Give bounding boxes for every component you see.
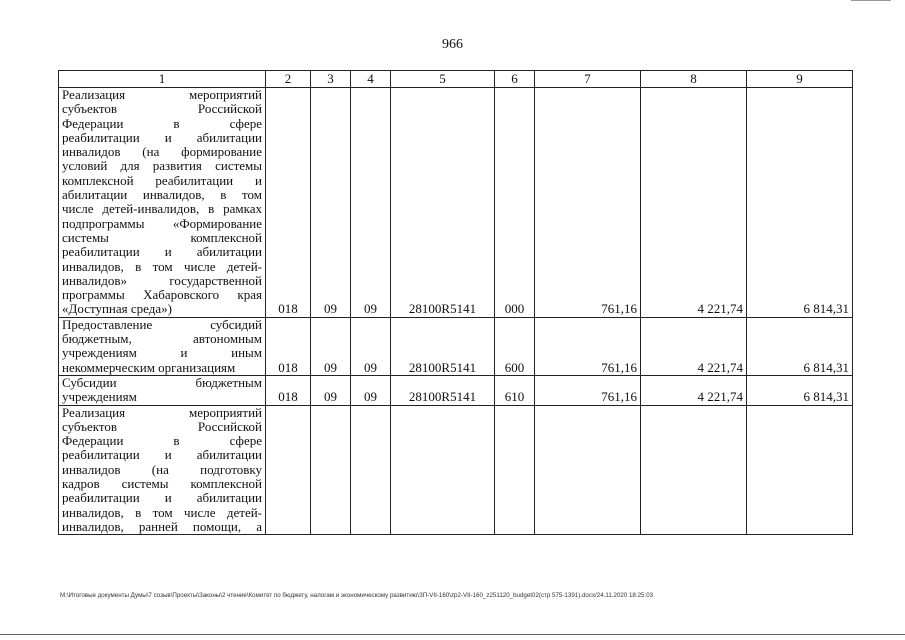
subsection-cell: 09	[351, 317, 391, 375]
table-header-row	[59, 71, 853, 88]
amount-cell	[747, 405, 853, 535]
name-line: Реализация мероприятий	[62, 87, 262, 102]
name-line: инвалидов, в том числе детей-	[62, 504, 262, 520]
name-line: субъектов Российской	[62, 101, 262, 117]
page-edge-mark	[851, 0, 891, 1]
amount-cell: 761,16	[535, 317, 641, 375]
row-name-cell	[59, 317, 266, 375]
section-cell: 09	[311, 88, 351, 318]
row-name-cell	[59, 88, 266, 318]
name-line: системы комплексной	[62, 229, 262, 245]
name-line: учреждениям	[62, 389, 137, 405]
target-article-cell: 28100R5141	[391, 375, 495, 405]
column-header: 1	[59, 71, 266, 88]
column-header: 8	[641, 71, 747, 88]
column-header: 3	[311, 71, 351, 88]
ministry-code-cell: 018	[266, 317, 311, 375]
column-header: 5	[391, 71, 495, 88]
column-header: 4	[351, 71, 391, 88]
file-path-footer: M:\Итоговые документы Думы\7 созыв\Проекты\Законы\2 чтение\Комитет по бюджету, налогам и экономическому развитию\ЗП-VII-160\zp2-VII-160_z251120_budget02(стр 575-1391).docx/24.11.2020 18:25:03	[60, 592, 654, 599]
table-row	[59, 405, 853, 535]
amount-cell: 6 814,31	[747, 375, 853, 405]
target-article-cell: 28100R5141	[391, 317, 495, 375]
expense-type-cell: 000	[495, 88, 535, 318]
column-header: 2	[266, 71, 311, 88]
name-line: бюджетным, автономным	[62, 331, 262, 347]
page-number: 966	[442, 37, 463, 52]
table-row	[59, 88, 853, 318]
expense-type-cell: 600	[495, 317, 535, 375]
name-line: программы Хабаровского края	[62, 287, 262, 303]
name-line: инвалидов» государственной	[62, 272, 262, 288]
amount-cell: 6 814,31	[747, 88, 853, 318]
name-line: кадров системы комплексной	[62, 476, 262, 492]
expense-type-cell: 610	[495, 375, 535, 405]
ministry-code-cell: 018	[266, 375, 311, 405]
target-article-cell	[391, 405, 495, 535]
amount-cell: 4 221,74	[641, 317, 747, 375]
name-line: подпрограммы «Формирование	[62, 215, 262, 231]
section-cell	[311, 405, 351, 535]
target-article-cell: 28100R5141	[391, 88, 495, 318]
column-header: 7	[535, 71, 641, 88]
table-row	[59, 317, 853, 375]
name-line: реабилитации и абилитации	[62, 244, 262, 260]
row-name-cell	[59, 375, 266, 405]
budget-table	[58, 70, 853, 535]
name-line: Федерации в сфере	[62, 433, 262, 449]
page-bottom-rule	[0, 634, 905, 635]
amount-cell	[641, 405, 747, 535]
column-header: 9	[747, 71, 853, 88]
name-line: числе детей-инвалидов, в рамках	[62, 201, 262, 217]
name-line: Федерации в сфере	[62, 115, 262, 131]
amount-cell: 6 814,31	[747, 317, 853, 375]
name-line: реабилитации и абилитации	[62, 490, 262, 506]
section-cell: 09	[311, 317, 351, 375]
amount-cell: 761,16	[535, 375, 641, 405]
ministry-code-cell: 018	[266, 88, 311, 318]
name-line: инвалидов, в том числе детей-	[62, 258, 262, 274]
name-line: абилитации инвалидов, в том	[62, 187, 262, 203]
expense-type-cell	[495, 405, 535, 535]
name-line: Реализация мероприятий	[62, 405, 262, 420]
subsection-cell: 09	[351, 375, 391, 405]
name-line: Субсидии бюджетным	[62, 375, 262, 390]
name-line: учреждениям и иным	[62, 345, 262, 361]
name-line: инвалидов (на подготовку	[62, 461, 262, 477]
amount-cell: 4 221,74	[641, 88, 747, 318]
subsection-cell	[351, 405, 391, 535]
table-row	[59, 375, 853, 405]
column-header: 6	[495, 71, 535, 88]
name-line: Предоставление субсидий	[62, 317, 262, 332]
name-line: «Доступная среда»)	[62, 301, 172, 317]
name-line: реабилитации и абилитации	[62, 447, 262, 463]
row-name-cell	[59, 405, 266, 535]
amount-cell: 761,16	[535, 88, 641, 318]
name-line: некоммерческим организациям	[62, 359, 236, 375]
name-line: комплексной реабилитации и	[62, 172, 262, 188]
section-cell: 09	[311, 375, 351, 405]
name-line: условий для развития системы	[62, 158, 262, 174]
subsection-cell: 09	[351, 88, 391, 318]
name-line: субъектов Российской	[62, 418, 262, 434]
name-line: инвалидов (на формирование	[62, 144, 262, 160]
name-line: инвалидов, ранней помощи, а	[62, 518, 262, 534]
ministry-code-cell	[266, 405, 311, 535]
amount-cell	[535, 405, 641, 535]
amount-cell: 4 221,74	[641, 375, 747, 405]
name-line: реабилитации и абилитации	[62, 129, 262, 145]
